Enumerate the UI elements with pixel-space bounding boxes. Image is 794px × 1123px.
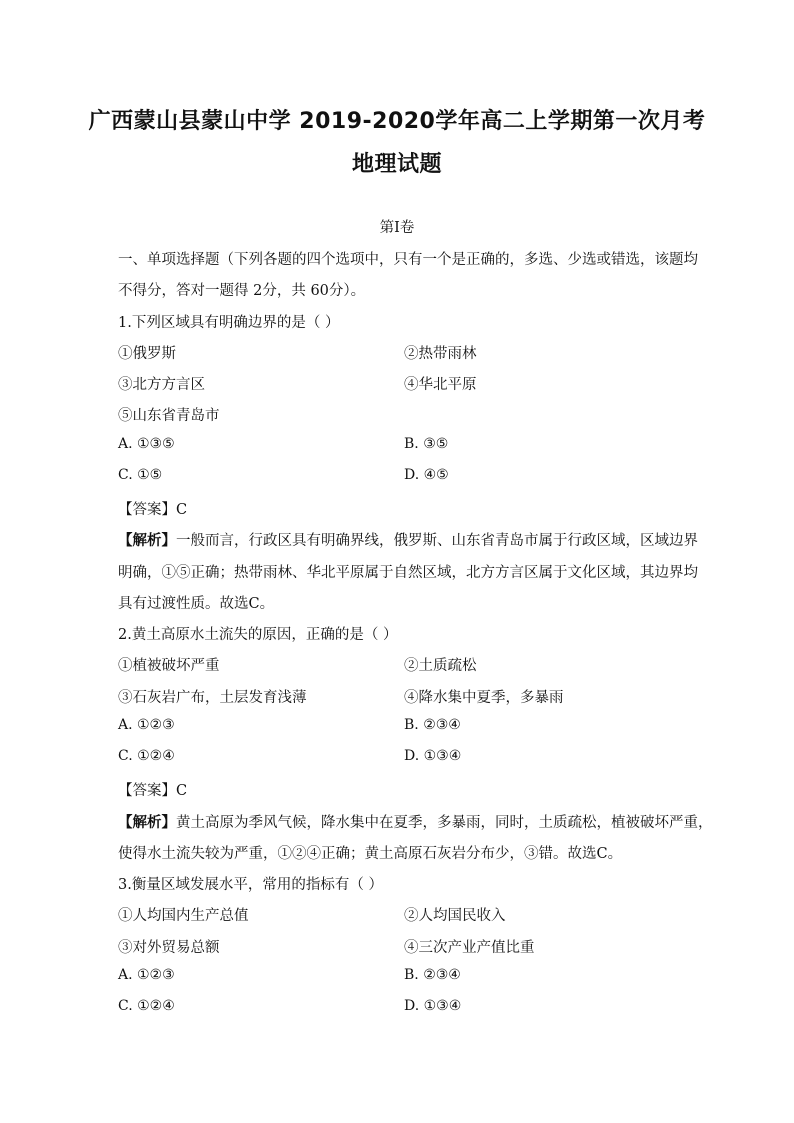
question-3-item: ①人均国内生产总值 [118,908,249,924]
question-2-item: ②土质疏松 [404,658,477,674]
question-3-item: ②人均国民收入 [404,908,506,924]
question-1-item: ④华北平原 [404,377,477,393]
question-2-choice-b: B. ②③④ [404,717,461,733]
question-1-item: ⑤山东省青岛市 [118,408,220,424]
question-3-choice-a: A. ①②③ [118,967,175,983]
question-1-item: ③北方方言区 [118,377,205,393]
analysis-text: 一般而言，行政区具有明确界线，俄罗斯、山东省青岛市属于行政区域，区域边界 [176,533,698,549]
question-1-analysis-line: 明确，①⑤正确；热带雨林、华北平原属于自然区域，北方方言区属于文化区域，其边界均 [118,565,698,581]
question-2-choice-d: D. ①③④ [404,748,462,764]
analysis-label: 【解析】 [118,814,176,831]
analysis-text: 黄土高原为季风气候，降水集中在夏季，多暴雨，同时，土质疏松，植被破坏严重， [176,815,713,831]
analysis-label: 【解析】 [118,532,176,549]
question-3-choice-d: D. ①③④ [404,998,462,1014]
question-1-analysis-line [118,529,698,550]
question-3-choice-c: C. ①②④ [118,998,175,1014]
document-title-line1: 广西蒙山县蒙山中学 2019-2020学年高二上学期第一次月考 [88,109,706,134]
question-3-item: ④三次产业产值比重 [404,940,535,956]
question-2-choice-a: A. ①②③ [118,717,175,733]
question-2-item: ④降水集中夏季，多暴雨 [404,690,564,706]
question-1-choice-d: D. ④⑤ [404,467,449,483]
question-3-choice-b: B. ②③④ [404,967,461,983]
question-1-stem: 1.下列区域具有明确边界的是（ ） [118,315,340,331]
question-2-stem: 2.黄土高原水土流失的原因，正确的是（ ） [118,627,398,643]
question-2-item: ①植被破坏严重 [118,658,220,674]
instructions-line1: 一、单项选择题（下列各题的四个选项中，只有一个是正确的，多选、少选或错选，该题均 [118,252,698,268]
question-1-analysis-line: 具有过渡性质。故选C。 [118,596,275,612]
section-heading: 第Ⅰ卷 [379,220,415,236]
question-3-stem: 3.衡量区域发展水平，常用的指标有（ ） [118,877,383,893]
question-2-choice-c: C. ①②④ [118,748,175,764]
question-1-choice-c: C. ①⑤ [118,467,163,483]
question-1-answer: 【答案】C [118,502,188,518]
document-title-line2: 地理试题 [351,152,442,177]
instructions-line2: 不得分，答对一题得 2分，共 60分）。 [118,283,366,299]
question-3-item: ③对外贸易总额 [118,940,220,956]
question-1-choice-a: A. ①③⑤ [118,436,175,452]
question-2-analysis-line [118,811,713,832]
question-1-item: ①俄罗斯 [118,346,176,362]
question-2-answer: 【答案】C [118,783,188,799]
question-2-analysis-line: 使得水土流失较为严重，①②④正确；黄土高原石灰岩分布少，③错。故选C。 [118,846,623,862]
question-1-choice-b: B. ③⑤ [404,436,449,452]
question-1-item: ②热带雨林 [404,346,477,362]
question-2-item: ③石灰岩广布，土层发育浅薄 [118,690,307,706]
